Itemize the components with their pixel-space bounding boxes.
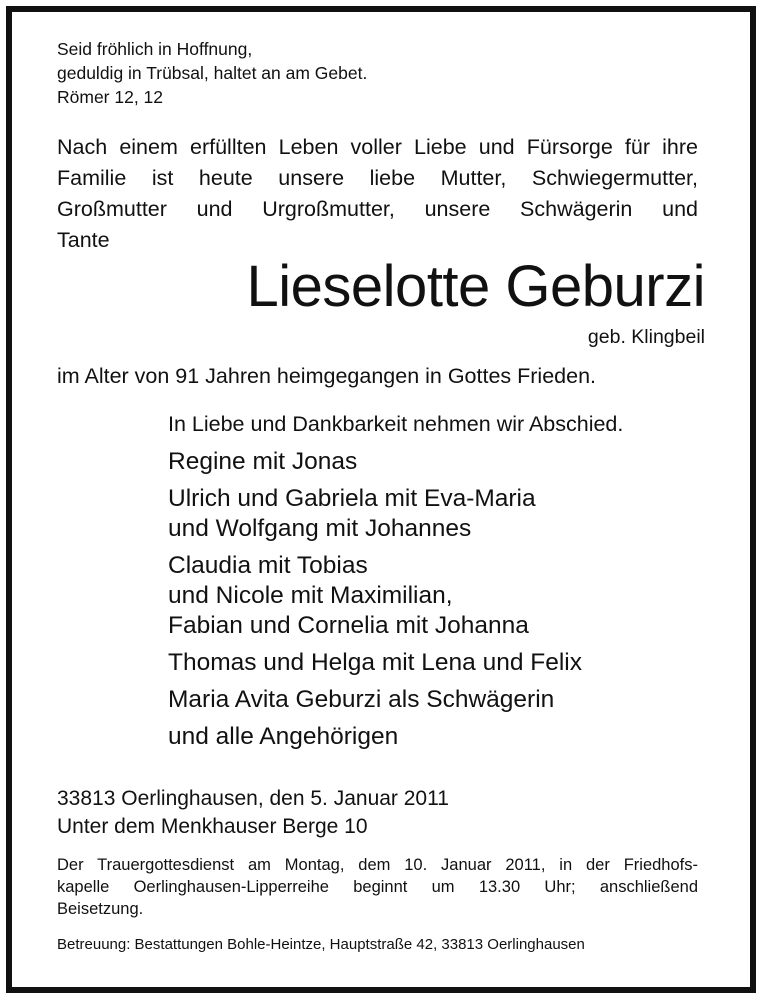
mourners-list: [168, 447, 582, 752]
mourner-group-4: Thomas und Helga mit Lena und Felix: [168, 649, 582, 676]
mourner-address: [57, 785, 449, 841]
mourner-group-2-line-2: und Wolfgang mit Johannes: [168, 515, 472, 542]
funeral-home-credit: Betreuung: Bestattungen Bohle-Heintze, Hauptstraße 42, 33813 Oerlinghausen: [57, 936, 585, 953]
mourner-group-2-line-1: Ulrich und Gabriela mit Eva-Maria: [168, 485, 536, 512]
mourner-group-3-line-3: Fabian und Cornelia mit Johanna: [168, 612, 529, 639]
service-line-2: kapelle Oerlinghausen-Lipperreihe beginnt um 13.30 Uhr; anschließend: [57, 878, 698, 896]
verse-line-1: Seid fröhlich in Hoffnung,: [57, 39, 253, 59]
intro-line-4: Tante: [57, 228, 110, 252]
farewell-line: In Liebe und Dankbarkeit nehmen wir Abschied.: [168, 412, 624, 436]
deceased-name: Lieselotte Geburzi: [246, 254, 705, 319]
verse-reference: Römer 12, 12: [57, 87, 164, 107]
funeral-service-notice: [57, 854, 698, 920]
mourner-group-6: und alle Angehörigen: [168, 723, 399, 750]
age-statement: im Alter von 91 Jahren heimgegangen in Gottes Frieden.: [57, 364, 597, 388]
mourner-group-5: Maria Avita Geburzi als Schwägerin: [168, 686, 555, 713]
intro-line-2: Familie ist heute unsere liebe Mutter, Schwiegermutter,: [57, 166, 698, 190]
mourner-group-3-line-1: Claudia mit Tobias: [168, 552, 368, 579]
mourner-group-1: Regine mit Jonas: [168, 448, 358, 475]
intro-line-3: Großmutter und Urgroßmutter, unsere Schwägerin und: [57, 197, 698, 221]
verse-line-2: geduldig in Trübsal, haltet an am Gebet.: [57, 63, 368, 83]
mourner-group-3-line-2: und Nicole mit Maximilian,: [168, 582, 453, 609]
bible-verse: [57, 37, 367, 109]
service-line-1: Der Trauergottesdienst am Montag, dem 10. Januar 2011, in der Friedhofs-: [57, 856, 698, 874]
intro-paragraph: [57, 132, 698, 256]
maiden-name: geb. Klingbeil: [587, 326, 705, 348]
service-line-3: Beisetzung.: [57, 900, 144, 918]
intro-line-1: Nach einem erfüllten Leben voller Liebe und Fürsorge für ihre: [57, 135, 698, 159]
address-line-2: Unter dem Menkhauser Berge 10: [57, 815, 368, 838]
address-line-1: 33813 Oerlinghausen, den 5. Januar 2011: [57, 787, 449, 810]
